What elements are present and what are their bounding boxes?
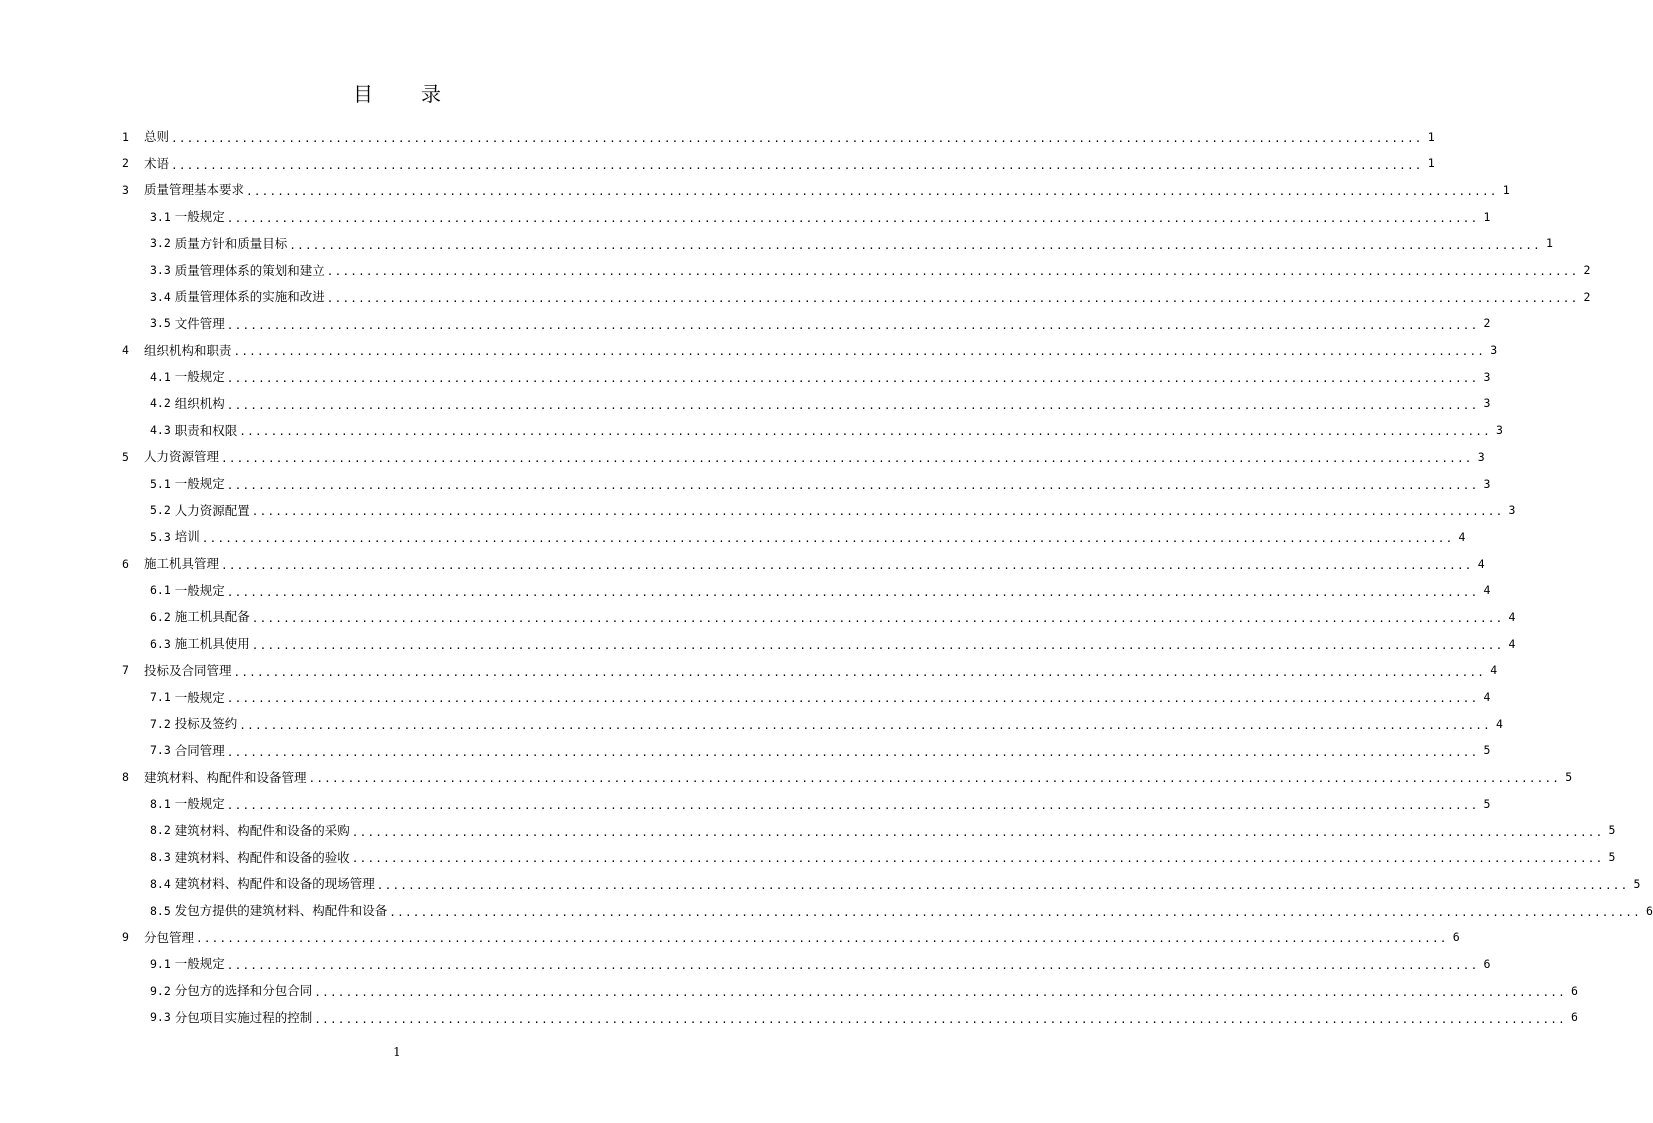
toc-entry[interactable] xyxy=(122,284,1591,311)
toc-entry[interactable] xyxy=(122,124,1435,151)
toc-entry-page: 5 xyxy=(1483,743,1491,758)
toc-entry-number: 8.2 xyxy=(150,823,171,838)
toc-leader-dots: ................................................................................................................................................................ xyxy=(376,879,1629,893)
toc-leader-dots: ................................................................................................................................................................ xyxy=(233,345,1486,359)
toc-entry[interactable] xyxy=(122,738,1491,765)
toc-entry[interactable] xyxy=(122,578,1491,605)
toc-entry-number: 6 xyxy=(122,556,129,571)
toc-entry[interactable] xyxy=(122,391,1491,418)
toc-entry-number: 3.1 xyxy=(150,209,171,224)
toc-entry-page: 1 xyxy=(1427,129,1435,144)
toc-entry[interactable] xyxy=(122,978,1578,1005)
toc-entry[interactable] xyxy=(122,498,1516,525)
toc-entry-number: 4 xyxy=(122,343,129,358)
toc-entry[interactable] xyxy=(122,311,1491,338)
toc-leader-dots: ................................................................................................................................................................ xyxy=(314,1012,1566,1026)
toc-entry-title: 合同管理 xyxy=(174,742,225,758)
toc-entry[interactable] xyxy=(122,604,1516,631)
toc-entry-number: 8.5 xyxy=(150,903,171,918)
toc-entry-title: 一般规定 xyxy=(174,209,225,225)
toc-leader-dots: ................................................................................................................................................................ xyxy=(326,265,1579,279)
toc-entry-page: 4 xyxy=(1477,556,1485,571)
toc-entry-title: 分包管理 xyxy=(144,929,195,945)
toc-leader-dots: ................................................................................................................................................................ xyxy=(251,505,1504,519)
toc-entry-page: 4 xyxy=(1490,663,1498,678)
toc-entry[interactable] xyxy=(122,471,1491,498)
toc-entry-page: 1 xyxy=(1545,236,1553,251)
toc-entry-title: 培训 xyxy=(174,529,200,545)
toc-entry[interactable] xyxy=(122,444,1485,471)
toc-entry-page: 2 xyxy=(1483,316,1491,331)
toc-entry-page: 4 xyxy=(1508,636,1516,651)
toc-entry[interactable] xyxy=(122,418,1503,445)
toc-leader-dots: ................................................................................................................................................................ xyxy=(351,825,1604,839)
toc-entry-title: 一般规定 xyxy=(174,476,225,492)
toc-entry[interactable] xyxy=(122,925,1460,952)
toc-entry-number: 1 xyxy=(122,129,129,144)
toc-entry-title: 人力资源管理 xyxy=(144,449,220,465)
toc-entry-page: 2 xyxy=(1583,263,1591,278)
page-title xyxy=(0,78,794,107)
toc-entry-page: 5 xyxy=(1608,823,1616,838)
toc-leader-dots: ................................................................................................................................................................ xyxy=(226,318,1479,332)
toc-entry-title: 质量管理基本要求 xyxy=(144,182,245,198)
toc-entry-title: 建筑材料、构配件和设备的采购 xyxy=(174,822,350,838)
toc-entry-page: 3 xyxy=(1483,369,1491,384)
toc-entry-title: 文件管理 xyxy=(174,315,225,331)
toc-leader-dots: ................................................................................................................................................................ xyxy=(233,665,1486,679)
toc-leader-dots: ................................................................................................................................................................ xyxy=(289,238,1541,252)
toc-entry-page: 3 xyxy=(1483,476,1491,491)
toc-entry[interactable] xyxy=(122,151,1435,178)
toc-entry-page: 4 xyxy=(1483,690,1491,705)
toc-entry-number: 5.2 xyxy=(150,503,171,518)
toc-entry[interactable] xyxy=(122,364,1491,391)
toc-entry-number: 9.1 xyxy=(150,956,171,971)
toc-entry[interactable] xyxy=(122,791,1491,818)
toc-entry-title: 总则 xyxy=(144,129,170,145)
toc-entry[interactable] xyxy=(122,1005,1578,1032)
toc-entry-page: 6 xyxy=(1570,983,1578,998)
toc-entry-number: 8.1 xyxy=(150,796,171,811)
page-title-left: 目 xyxy=(353,82,373,106)
toc-leader-dots: ................................................................................................................................................................ xyxy=(226,692,1479,706)
toc-entry-title: 一般规定 xyxy=(174,956,225,972)
toc-entry-page: 6 xyxy=(1483,956,1491,971)
toc-entry-number: 3.3 xyxy=(150,263,171,278)
toc-entry-number: 7.2 xyxy=(150,716,171,731)
toc-leader-dots: ................................................................................................................................................................ xyxy=(226,211,1479,225)
toc-entry-page: 3 xyxy=(1490,343,1498,358)
toc-entry-title: 施工机具配备 xyxy=(174,609,250,625)
toc-leader-dots: ................................................................................................................................................................ xyxy=(251,638,1504,652)
toc-leader-dots: ................................................................................................................................................................ xyxy=(246,185,1498,199)
toc-leader-dots: ................................................................................................................................................................ xyxy=(226,745,1479,759)
toc-entry[interactable] xyxy=(122,684,1491,711)
toc-entry-page: 6 xyxy=(1452,930,1460,945)
toc-entry[interactable] xyxy=(122,871,1641,898)
toc-entry-page: 5 xyxy=(1608,850,1616,865)
toc-entry[interactable] xyxy=(122,631,1516,658)
toc-entry-number: 7.1 xyxy=(150,690,171,705)
toc-entry-title: 组织机构 xyxy=(174,395,225,411)
toc-entry-title: 建筑材料、构配件和设备的验收 xyxy=(174,849,350,865)
toc-entry-number: 8.3 xyxy=(150,850,171,865)
toc-entry-number: 2 xyxy=(122,156,129,171)
toc-entry-title: 建筑材料、构配件和设备的现场管理 xyxy=(174,876,375,892)
toc-entry[interactable] xyxy=(122,658,1498,685)
toc-entry-title: 一般规定 xyxy=(174,582,225,598)
toc-entry-page: 5 xyxy=(1633,876,1641,891)
toc-entry[interactable] xyxy=(122,765,1573,792)
toc-leader-dots: ................................................................................................................................................................ xyxy=(314,985,1566,999)
toc-entry[interactable] xyxy=(122,551,1485,578)
toc-entry-number: 9 xyxy=(122,930,129,945)
toc-entry-page: 5 xyxy=(1483,796,1491,811)
toc-leader-dots: ................................................................................................................................................................ xyxy=(308,772,1561,786)
toc-entry[interactable] xyxy=(122,845,1616,872)
toc-entry-title: 职责和权限 xyxy=(174,422,238,438)
toc-entry-title: 投标及签约 xyxy=(174,716,238,732)
toc-entry-number: 3.4 xyxy=(150,289,171,304)
toc-leader-dots: ................................................................................................................................................................ xyxy=(226,478,1479,492)
toc-entry-number: 3.2 xyxy=(150,236,171,251)
toc-entry-number: 5.1 xyxy=(150,476,171,491)
toc-entry-number: 5 xyxy=(122,449,129,464)
toc-entry[interactable] xyxy=(122,711,1503,738)
toc-entry-page: 1 xyxy=(1427,156,1435,171)
toc-entry-number: 4.1 xyxy=(150,369,171,384)
toc-entry-number: 6.1 xyxy=(150,583,171,598)
toc-entry-page: 5 xyxy=(1565,770,1573,785)
toc-entry[interactable] xyxy=(122,818,1616,845)
toc-entry-title: 施工机具使用 xyxy=(174,636,250,652)
toc-entry-title: 建筑材料、构配件和设备管理 xyxy=(144,769,307,785)
toc-entry-title: 分包项目实施过程的控制 xyxy=(174,1009,313,1025)
toc-entry-number: 4.3 xyxy=(150,423,171,438)
toc-leader-dots: ................................................................................................................................................................ xyxy=(171,131,1423,145)
toc-entry-page: 6 xyxy=(1570,1010,1578,1025)
table-of-contents xyxy=(122,124,1653,1031)
toc-entry-title: 发包方提供的建筑材料、构配件和设备 xyxy=(174,903,388,919)
toc-entry-title: 投标及合同管理 xyxy=(144,662,232,678)
toc-leader-dots: ................................................................................................................................................................ xyxy=(221,452,1473,466)
toc-entry[interactable] xyxy=(122,951,1491,978)
toc-leader-dots: ................................................................................................................................................................ xyxy=(226,372,1479,386)
toc-entry-page: 1 xyxy=(1502,182,1510,197)
toc-leader-dots: ................................................................................................................................................................ xyxy=(226,959,1479,973)
toc-entry[interactable] xyxy=(122,338,1498,365)
toc-entry-number: 8 xyxy=(122,770,129,785)
toc-entry-title: 施工机具管理 xyxy=(144,556,220,572)
toc-entry-page: 3 xyxy=(1495,423,1503,438)
toc-entry[interactable] xyxy=(122,204,1491,231)
toc-entry-title: 一般规定 xyxy=(174,369,225,385)
toc-leader-dots: ................................................................................................................................................................ xyxy=(171,158,1423,172)
toc-entry-title: 质量管理体系的策划和建立 xyxy=(174,262,325,278)
toc-entry-page: 3 xyxy=(1508,503,1516,518)
toc-entry-number: 4.2 xyxy=(150,396,171,411)
toc-entry-title: 术语 xyxy=(144,155,170,171)
toc-entry-page: 3 xyxy=(1477,449,1485,464)
toc-leader-dots: ................................................................................................................................................................ xyxy=(221,558,1473,572)
toc-entry-page: 1 xyxy=(1483,209,1491,224)
toc-entry-number: 5.3 xyxy=(150,529,171,544)
toc-entry-title: 人力资源配置 xyxy=(174,502,250,518)
toc-entry-number: 3.5 xyxy=(150,316,171,331)
toc-entry-page: 2 xyxy=(1583,289,1591,304)
toc-entry-title: 质量方针和质量目标 xyxy=(174,235,288,251)
toc-entry-page: 4 xyxy=(1458,529,1466,544)
page-title-right: 录 xyxy=(421,82,441,106)
toc-entry[interactable] xyxy=(122,524,1466,551)
toc-entry-page: 4 xyxy=(1495,716,1503,731)
toc-leader-dots: ................................................................................................................................................................ xyxy=(326,291,1579,305)
toc-entry[interactable] xyxy=(122,177,1510,204)
toc-entry-page: 4 xyxy=(1483,583,1491,598)
toc-leader-dots: ................................................................................................................................................................ xyxy=(239,718,1491,732)
toc-leader-dots: ................................................................................................................................................................ xyxy=(226,799,1479,813)
toc-entry-number: 7 xyxy=(122,663,129,678)
toc-entry[interactable] xyxy=(122,231,1553,258)
toc-entry-page: 4 xyxy=(1508,609,1516,624)
toc-entry-page: 3 xyxy=(1483,396,1491,411)
page-number: 1 xyxy=(393,1045,401,1059)
toc-entry-page: 6 xyxy=(1645,903,1653,918)
toc-entry-number: 7.3 xyxy=(150,743,171,758)
toc-entry-number: 6.2 xyxy=(150,609,171,624)
toc-entry-title: 质量管理体系的实施和改进 xyxy=(174,289,325,305)
toc-entry-title: 组织机构和职责 xyxy=(144,342,232,358)
toc-entry-number: 8.4 xyxy=(150,876,171,891)
toc-leader-dots: ................................................................................................................................................................ xyxy=(226,585,1479,599)
toc-entry-title: 分包方的选择和分包合同 xyxy=(174,983,313,999)
toc-leader-dots: ................................................................................................................................................................ xyxy=(201,532,1454,546)
toc-entry[interactable] xyxy=(122,257,1591,284)
toc-leader-dots: ................................................................................................................................................................ xyxy=(389,905,1641,919)
toc-entry-title: 一般规定 xyxy=(174,796,225,812)
toc-entry-number: 9.3 xyxy=(150,1010,171,1025)
toc-entry-number: 3 xyxy=(122,182,129,197)
toc-entry[interactable] xyxy=(122,898,1653,925)
toc-leader-dots: ................................................................................................................................................................ xyxy=(239,425,1491,439)
toc-entry-title: 一般规定 xyxy=(174,689,225,705)
toc-entry-number: 9.2 xyxy=(150,983,171,998)
toc-leader-dots: ................................................................................................................................................................ xyxy=(226,398,1479,412)
toc-leader-dots: ................................................................................................................................................................ xyxy=(251,612,1504,626)
toc-entry-number: 6.3 xyxy=(150,636,171,651)
toc-leader-dots: ................................................................................................................................................................ xyxy=(351,852,1604,866)
toc-leader-dots: ................................................................................................................................................................ xyxy=(196,932,1448,946)
